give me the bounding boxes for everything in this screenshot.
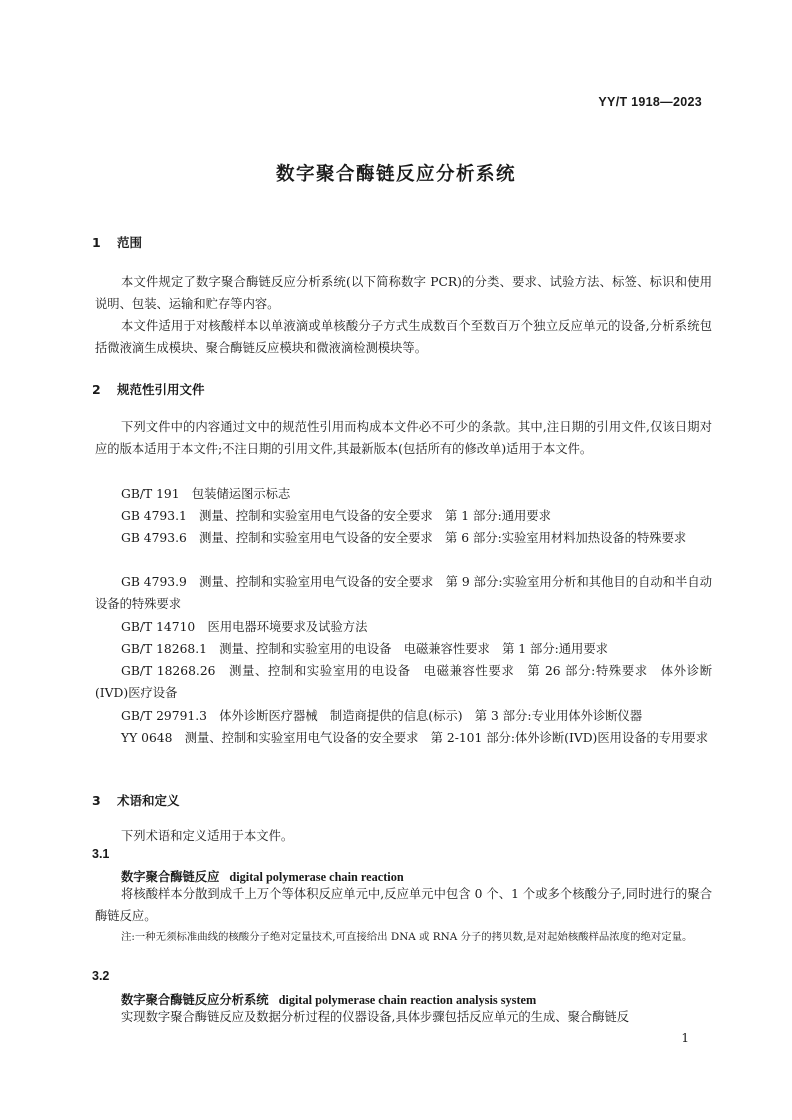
term-3-2-definition: 实现数字聚合酶链反应及数据分析过程的仪器设备,具体步骤包括反应单元的生成、聚合酶链反 [121,1010,630,1024]
reference-item: GB 4793.6 测量、控制和实验室用电气设备的安全要求 第 6 部分:实验室用材料加热设备的特殊要求 [121,531,687,545]
scope-paragraph-1: 本文件规定了数字聚合酶链反应分析系统(以下简称数字 PCR)的分类、要求、试验方法、标签、标识和使用说明、包装、运输和贮存等内容。 [95,275,712,312]
standard-number: YY/T 1918—2023 [598,95,702,109]
section-1-heading [92,233,142,251]
normative-intro: 下列文件中的内容通过文中的规范性引用而构成本文件必不可少的条款。其中,注日期的引用文件,仅该日期对应的版本适用于本文件;不注日期的引用文件,其最新版本(包括所有的修改单)适用于本文件。 [95,420,712,457]
term-3-2-number: 3.2 [92,969,110,983]
section-number: 1 [92,235,101,250]
term-zh: 数字聚合酶链反应分析系统 [121,993,269,1007]
section-number: 2 [92,382,101,397]
section-title: 范围 [117,235,143,250]
section-title: 术语和定义 [117,793,180,808]
term-3-1-note: 注:一种无须标准曲线的核酸分子绝对定量技术,可直接给出 DNA 或 RNA 分子的拷贝数,是对起始核酸样品浓度的绝对定量。 [121,931,693,943]
document-title: 数字聚合酶链反应分析系统 [275,164,516,185]
term-en: digital polymerase chain reaction analysis system [278,993,537,1007]
term-3-1-definition: 将核酸样本分散到成千上万个等体积反应单元中,反应单元中包含 0 个、1 个或多个核酸分子,同时进行的聚合酶链反应。 [95,887,712,924]
section-2-heading [92,380,205,398]
reference-item: GB/T 18268.26 测量、控制和实验室用的电设备 电磁兼容性要求 第 26 部分:特殊要求 体外诊断(IVD)医疗设备 [95,664,712,701]
reference-item: GB/T 191 包装储运图示标志 [121,487,291,501]
section-number: 3 [92,793,101,808]
reference-item: GB 4793.1 测量、控制和实验室用电气设备的安全要求 第 1 部分:通用要求 [121,509,551,523]
reference-item: GB/T 14710 医用电器环境要求及试验方法 [121,620,368,634]
reference-item: YY 0648 测量、控制和实验室用电气设备的安全要求 第 2-101 部分:体外诊断(IVD)医用设备的专用要求 [121,731,709,745]
terms-intro: 下列术语和定义适用于本文件。 [121,829,294,843]
term-3-1-number: 3.1 [92,847,110,861]
scope-paragraph-2: 本文件适用于对核酸样本以单液滴或单核酸分子方式生成数百个至数百万个独立反应单元的设备,分析系统包括微液滴生成模块、聚合酶链反应模块和微液滴检测模块等。 [95,319,712,356]
reference-item: GB 4793.9 测量、控制和实验室用电气设备的安全要求 第 9 部分:实验室用分析和其他目的自动和半自动设备的特殊要求 [95,575,712,612]
term-zh: 数字聚合酶链反应 [121,870,220,884]
section-3-heading [92,791,180,809]
page-number: 1 [681,1031,689,1045]
reference-item: GB/T 18268.1 测量、控制和实验室用的电设备 电磁兼容性要求 第 1 部分:通用要求 [121,642,608,656]
term-en: digital polymerase chain reaction [229,870,404,884]
reference-item: GB/T 29791.3 体外诊断医疗器械 制造商提供的信息(标示) 第 3 部分:专业用体外诊断仪器 [121,709,643,723]
section-title: 规范性引用文件 [117,382,205,397]
